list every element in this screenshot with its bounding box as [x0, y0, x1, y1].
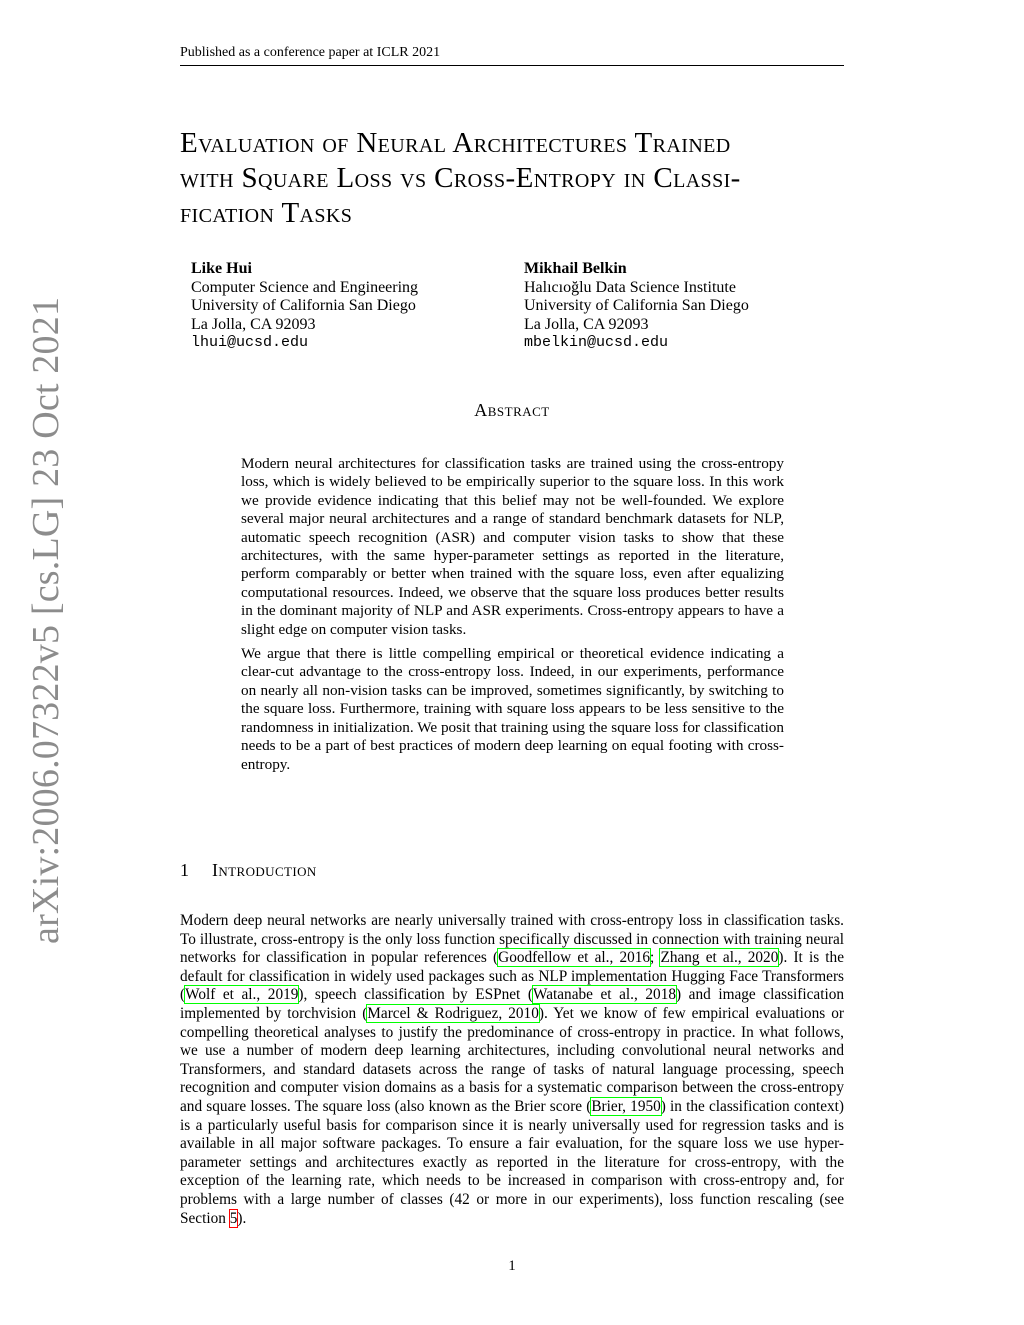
- abstract-heading: Abstract: [474, 400, 550, 420]
- intro-text: ). Yet we know of few empirical evaluations or compelling theoretical analyses to justify the predominance of cross-entropy in practice. In what follows, we use a number of modern deep learning architectures, including convolutional neural networks and Transformers, and standard datasets across the range of tasks of natural language processing, speech recognition and computer vision domains as a basis for a systematic comparison between the cross-entropy and square losses. The square loss (also known as the Brier score (: [180, 1004, 844, 1115]
- title-line-3: fication Tasks: [180, 197, 353, 229]
- author-department: Halıcıoğlu Data Science Institute: [524, 278, 736, 296]
- title-line-2: with Square Loss vs Cross-Entropy in Classi-: [180, 162, 741, 194]
- arxiv-identifier: arXiv:2006.07322v5 [cs.LG] 23 Oct 2021: [25, 296, 67, 944]
- author-name: Like Hui: [191, 260, 252, 277]
- abstract-body: [241, 455, 784, 774]
- author-email[interactable]: mbelkin@ucsd.edu: [524, 334, 669, 351]
- author-location: La Jolla, CA 92093: [191, 315, 316, 333]
- citation-link[interactable]: Marcel & Rodriguez, 2010: [367, 1004, 539, 1022]
- abstract-paragraph-2: We argue that there is little compelling empirical or theoretical evidence indicating a clear-cut advantage to the cross-entropy loss. Indeed, in our experiments, performance on nearly all non-vision tasks can be improved, sometimes significantly, by switching to the square loss. Furthermore, training with square loss appears to be less sensitive to the randomness in initialization. We posit that training using the square loss for classification needs to be a part of best practices of modern deep learning on equal footing with cross-entropy.: [241, 645, 784, 773]
- author-block: [191, 260, 418, 353]
- author-location: La Jolla, CA 92093: [524, 315, 649, 333]
- author-institution: University of California San Diego: [191, 297, 416, 314]
- author-institution: University of California San Diego: [524, 297, 749, 314]
- intro-text: ).: [237, 1209, 247, 1227]
- author-department: Computer Science and Engineering: [191, 278, 419, 296]
- section-reference-link[interactable]: 5: [229, 1209, 238, 1227]
- citation-link[interactable]: Watanabe et al., 2018: [533, 986, 676, 1004]
- citation-link[interactable]: Brier, 1950: [591, 1097, 661, 1115]
- author-email[interactable]: lhui@ucsd.edu: [191, 334, 309, 351]
- intro-text: ) and image classification implemented by torchvision (: [180, 986, 845, 1022]
- section-title: Introduction: [212, 860, 317, 880]
- title-line-1: Evaluation of Neural Architectures Trained: [180, 127, 731, 159]
- page-number: 1: [508, 1258, 516, 1274]
- author-name: Mikhail Belkin: [524, 260, 627, 277]
- section-heading-introduction: [180, 860, 317, 881]
- intro-text: ) in the classification context) is a particularly useful basis for comparison since it is nearly universally used for regression tasks and is available in all major software packages. To ensure a fair evaluation, for the square loss we use hyper-parameter settings and architectures exactly as reported in the literature for cross-entropy, with the exception of the learning rate, which needs to be increased in comparison with cross-entropy and, for problems with a large number of classes (42 or more in our experiments), loss function rescaling (see Section: [180, 1097, 844, 1227]
- citation-link[interactable]: Zhang et al., 2020: [660, 949, 779, 967]
- intro-text: Modern deep neural networks are nearly universally trained with cross-entropy loss in classification tasks. To illustrate, cross-entropy is the only loss function specifically discussed in connection with training neural networks for classification in popular references (: [180, 912, 844, 967]
- intro-text: ;: [650, 949, 661, 967]
- intro-text: ). It is the default for classification in widely used packages such as NLP implementation Hugging Face Transformers (: [180, 949, 844, 1004]
- intro-text: ), speech classification by ESPnet (: [298, 986, 533, 1004]
- section-number: 1: [180, 860, 190, 880]
- citation-link[interactable]: Wolf et al., 2019: [185, 986, 299, 1004]
- citation-link[interactable]: Goodfellow et al., 2016: [498, 949, 651, 967]
- author-block: [524, 260, 749, 353]
- running-header: Published as a conference paper at ICLR 2021: [180, 44, 844, 66]
- introduction-paragraph: [180, 912, 844, 1228]
- abstract-paragraph-1: Modern neural architectures for classification tasks are trained using the cross-entropy loss, which is widely believed to be empirically superior to the square loss. In this work we provide evidence indicating that this belief may not be well-founded. We explore several major neural architectures and a range of standard benchmark datasets for NLP, automatic speech recognition (ASR) and computer vision tasks to show that these architectures, with the same hyper-parameter settings as reported in the literature, perform comparably or better when trained with the square loss, even after equalizing computational resources. Indeed, we observe that the square loss produces better results in the dominant majority of NLP and ASR experiments. Cross-entropy appears to have a slight edge on computer vision tasks.: [241, 455, 784, 638]
- paper-title: [180, 126, 850, 231]
